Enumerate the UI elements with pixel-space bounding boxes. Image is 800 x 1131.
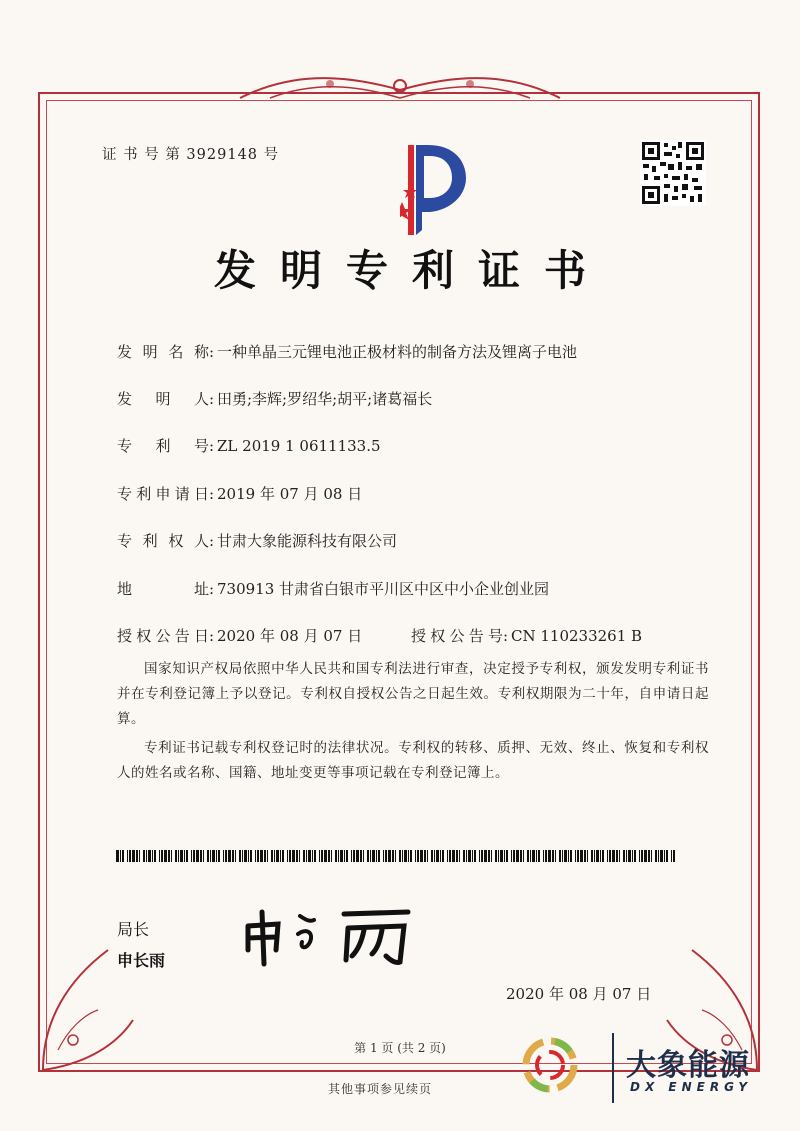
field-grant-announce-date: 授权公告日: 2020 年 08 月 07 日 xyxy=(117,627,363,645)
field-label: 授权公告号 xyxy=(411,627,503,645)
statement-paragraph: 专利证书记载专利权登记时的法律状况。专利权的转移、质押、无效、终止、恢复和专利权人的姓名或名称、国籍、地址变更等事项记载在专利登记簿上。 xyxy=(117,740,709,781)
field-value: 2020 年 08 月 07 日 xyxy=(217,627,363,645)
page-number: 第 1 页 (共 2 页) xyxy=(354,1041,446,1055)
field-grant-announce-number: 授权公告号: CN 110233261 B xyxy=(411,627,643,645)
signing-date: 2020 年 08 月 07 日 xyxy=(506,985,652,1003)
field-label: 地址 xyxy=(117,580,209,598)
field-value: 田勇;李辉;罗绍华;胡平;诸葛福长 xyxy=(217,390,433,408)
field-invention-name: 发明名称: 一种单晶三元锂电池正极材料的制备方法及锂离子电池 xyxy=(117,343,578,361)
dx-energy-logo-icon xyxy=(520,1025,580,1105)
field-value: 一种单晶三元锂电池正极材料的制备方法及锂离子电池 xyxy=(217,343,578,361)
field-label: 专利权人 xyxy=(117,532,209,550)
statement-paragraph: 国家知识产权局依照中华人民共和国专利法进行审查，决定授予专利权，颁发发明专利证书并在专利登记簿上予以登记。专利权自授权公告之日起生效。专利权期限为二十年，自申请日起算。 xyxy=(117,661,709,727)
field-application-date: 专利申请日: 2019 年 07 月 08 日 xyxy=(117,485,363,503)
field-value: 甘肃大象能源科技有限公司 xyxy=(217,532,398,550)
field-label: 发明人 xyxy=(117,390,209,408)
director-title: 局长 xyxy=(117,920,150,939)
director-signature-icon xyxy=(240,898,430,968)
director-name: 申长雨 xyxy=(117,951,166,970)
field-address: 地址: 730913 甘肃省白银市平川区中区中小企业创业园 xyxy=(117,580,550,598)
field-value: ZL 2019 1 0611133.5 xyxy=(217,437,381,455)
brand-name: 大象能源 xyxy=(626,1048,750,1083)
field-patentee: 专利权人: 甘肃大象能源科技有限公司 xyxy=(117,532,398,550)
certificate-number: 证 书 号 第 3929148 号 xyxy=(102,147,280,163)
brand-subtitle: DX ENERGY xyxy=(630,1080,753,1094)
field-value: CN 110233261 B xyxy=(511,627,643,645)
continuation-note: 其他事项参见续页 xyxy=(327,1082,432,1096)
top-ornament-icon xyxy=(230,68,570,108)
qr-code-icon xyxy=(640,140,706,206)
certificate-title: 发明专利证书 xyxy=(213,246,610,295)
field-label: 专利申请日 xyxy=(117,485,209,503)
field-patent-number: 专利号: ZL 2019 1 0611133.5 xyxy=(117,437,381,455)
barcode-icon xyxy=(116,850,676,862)
field-inventors: 发明人: 田勇;李辉;罗绍华;胡平;诸葛福长 xyxy=(117,390,433,408)
brand-divider xyxy=(612,1033,614,1103)
field-label: 发明名称 xyxy=(117,343,209,361)
cnipa-logo-icon xyxy=(400,140,472,240)
field-label: 专利号 xyxy=(117,437,209,455)
field-value: 2019 年 07 月 08 日 xyxy=(217,485,363,503)
field-value: 730913 甘肃省白银市平川区中区中小企业创业园 xyxy=(217,580,550,598)
field-label: 授权公告日 xyxy=(117,627,209,645)
certificate-statement xyxy=(117,657,709,786)
